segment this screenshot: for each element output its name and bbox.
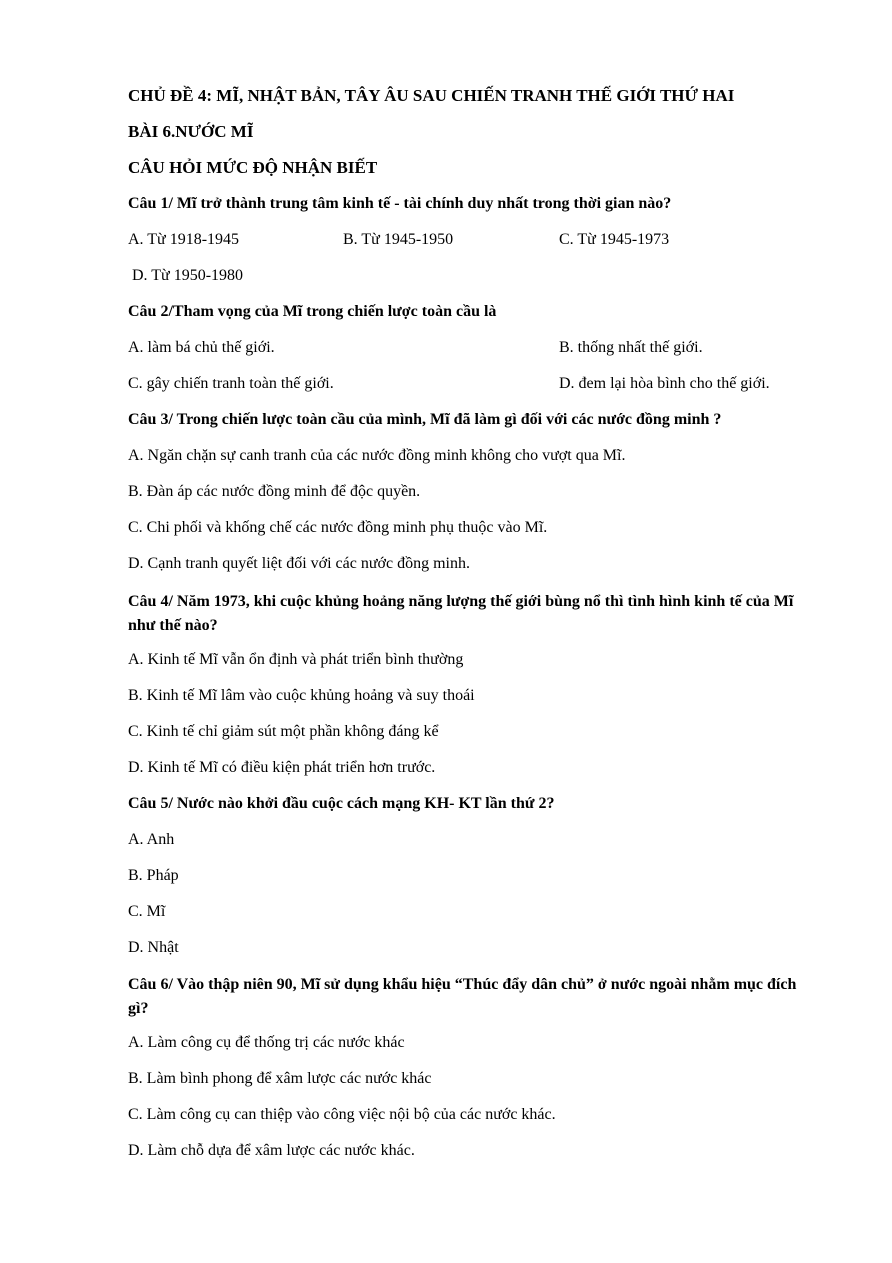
- q1-option-b: B. Từ 1945-1950: [343, 231, 454, 248]
- q1-option-a: A. Từ 1918-1945: [128, 231, 240, 248]
- q4-option-a: A. Kinh tế Mĩ vẫn ổn định và phát triển bình thường: [128, 651, 464, 668]
- question-6: Câu 6/ Vào thập niên 90, Mĩ sử dụng khẩu hiệu “Thúc đẩy dân chủ” ở nước ngoài nhằm mục đích gì?: [128, 976, 797, 1017]
- q5-option-c: C. Mĩ: [128, 903, 166, 920]
- q6-option-a: A. Làm công cụ để thống trị các nước khác: [128, 1034, 405, 1051]
- q6-option-d: D. Làm chỗ dựa để xâm lược các nước khác.: [128, 1142, 415, 1159]
- question-1: Câu 1/ Mĩ trở thành trung tâm kinh tế - tài chính duy nhất trong thời gian nào?: [128, 195, 672, 212]
- q4-option-c: C. Kinh tế chỉ giảm sút một phần không đáng kể: [128, 723, 439, 740]
- lesson-heading: BÀI 6.NƯỚC MĨ: [128, 122, 254, 141]
- q3-option-d: D. Cạnh tranh quyết liệt đối với các nước đồng minh.: [128, 555, 470, 572]
- q1-option-c: C. Từ 1945-1973: [559, 231, 670, 248]
- q3-option-a: A. Ngăn chặn sự canh tranh của các nước đồng minh không cho vượt qua Mĩ.: [128, 447, 626, 464]
- topic-heading: CHỦ ĐỀ 4: MĨ, NHẬT BẢN, TÂY ÂU SAU CHIẾN TRANH THẾ GIỚI THỨ HAI: [128, 86, 735, 105]
- q2-option-a: A. làm bá chủ thế giới.: [128, 339, 275, 356]
- q3-option-c: C. Chi phối và khống chế các nước đồng minh phụ thuộc vào Mĩ.: [128, 519, 548, 536]
- question-3: Câu 3/ Trong chiến lược toàn cầu của mình, Mĩ đã làm gì đối với các nước đồng minh ?: [128, 411, 722, 428]
- level-heading: CÂU HỎI MỨC ĐỘ NHẬN BIẾT: [128, 158, 378, 177]
- q4-option-d: D. Kinh tế Mĩ có điều kiện phát triển hơn trước.: [128, 759, 436, 776]
- question-2: Câu 2/Tham vọng của Mĩ trong chiến lược toàn cầu là: [128, 303, 497, 320]
- q4-option-b: B. Kinh tế Mĩ lâm vào cuộc khủng hoảng và suy thoái: [128, 687, 475, 704]
- q3-option-b: B. Đàn áp các nước đồng minh để độc quyền.: [128, 483, 421, 500]
- q2-option-d: D. đem lại hòa bình cho thế giới.: [559, 375, 770, 392]
- q2-option-c: C. gây chiến tranh toàn thế giới.: [128, 375, 334, 392]
- question-5: Câu 5/ Nước nào khởi đầu cuộc cách mạng KH- KT lần thứ 2?: [128, 795, 555, 812]
- q5-option-b: B. Pháp: [128, 867, 179, 884]
- q6-option-c: C. Làm công cụ can thiệp vào công việc nội bộ của các nước khác.: [128, 1106, 556, 1123]
- q1-option-d: D. Từ 1950-1980: [132, 267, 244, 284]
- q2-option-b: B. thống nhất thế giới.: [559, 339, 703, 356]
- question-4: Câu 4/ Năm 1973, khi cuộc khủng hoảng năng lượng thế giới bùng nổ thì tình hình kinh tế của Mĩ như thế nào?: [128, 593, 794, 634]
- q5-option-d: D. Nhật: [128, 939, 179, 956]
- q6-option-b: B. Làm bình phong để xâm lược các nước khác: [128, 1070, 432, 1087]
- q5-option-a: A. Anh: [128, 831, 175, 848]
